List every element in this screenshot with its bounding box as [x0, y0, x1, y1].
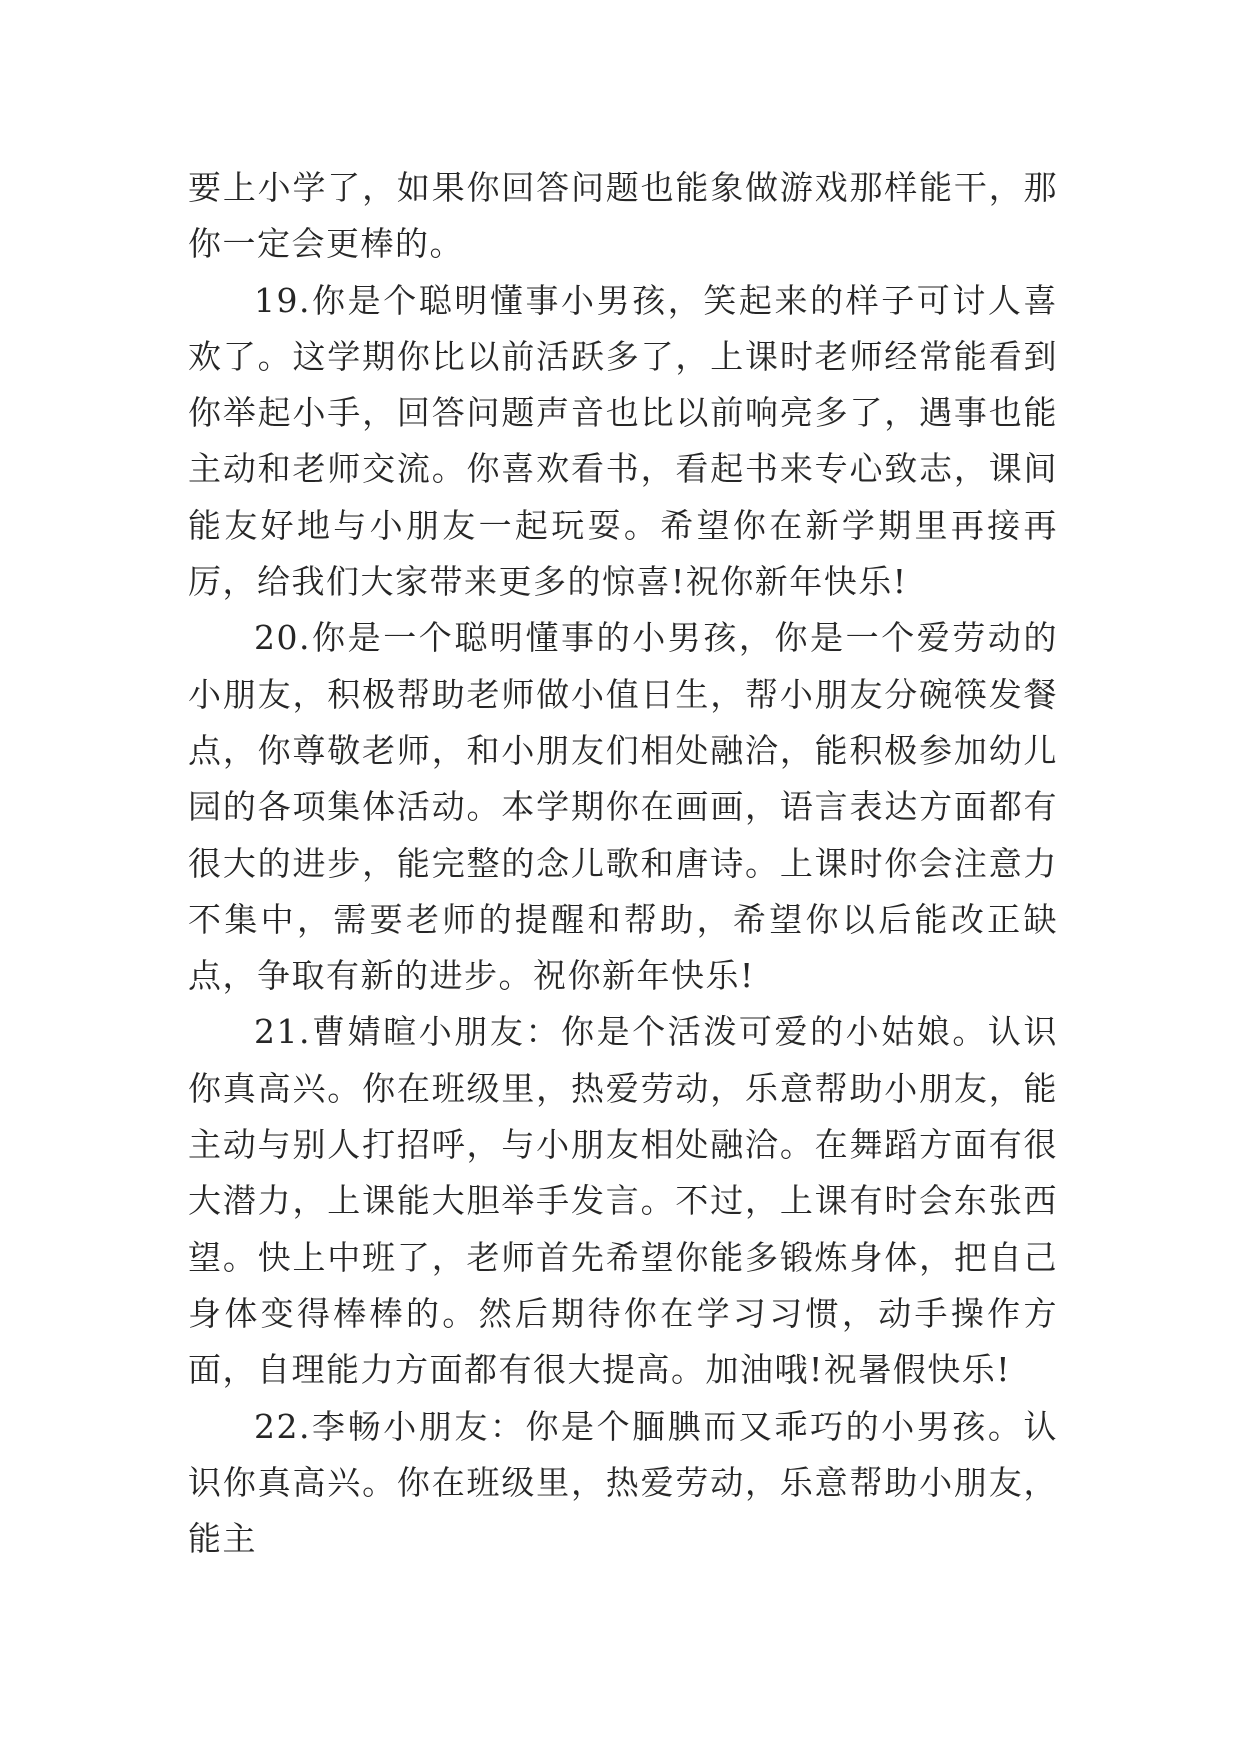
paragraph-18-continuation: 要上小学了，如果你回答问题也能象做游戏那样能干，那你一定会更棒的。	[188, 168, 1058, 264]
document-body	[188, 160, 1058, 1567]
paragraph-22: 22.李畅小朋友：你是个腼腆而又乖巧的小男孩。认识你真高兴。你在班级里，热爱劳动，乐意帮助小朋友，能主	[188, 1406, 1058, 1559]
paragraph-20: 20.你是一个聪明懂事的小男孩，你是一个爱劳动的小朋友，积极帮助老师做小值日生，帮小朋友分碗筷发餐点，你尊敬老师，和小朋友们相处融洽，能积极参加幼儿园的各项集体活动。本学期你在画画，语言表达方面都有很大的进步，能完整的念儿歌和唐诗。上课时你会注意力不集中，需要老师的提醒和帮助，希望你以后能改正缺点，争取有新的进步。祝你新年快乐!	[188, 618, 1058, 996]
paragraph-21: 21.曹婧暄小朋友：你是个活泼可爱的小姑娘。认识你真高兴。你在班级里，热爱劳动，乐意帮助小朋友，能主动与别人打招呼，与小朋友相处融洽。在舞蹈方面有很大潜力，上课能大胆举手发言。不过，上课有时会东张西望。快上中班了，老师首先希望你能多锻炼身体，把自己身体变得棒棒的。然后期待你在学习习惯，动手操作方面，自理能力方面都有很大提高。加油哦!祝暑假快乐!	[188, 1012, 1058, 1390]
paragraph-19: 19.你是个聪明懂事小男孩，笑起来的样子可讨人喜欢了。这学期你比以前活跃多了，上课时老师经常能看到你举起小手，回答问题声音也比以前响亮多了，遇事也能主动和老师交流。你喜欢看书，看起书来专心致志，课间能友好地与小朋友一起玩耍。希望你在新学期里再接再厉，给我们大家带来更多的惊喜!祝你新年快乐!	[188, 280, 1058, 602]
